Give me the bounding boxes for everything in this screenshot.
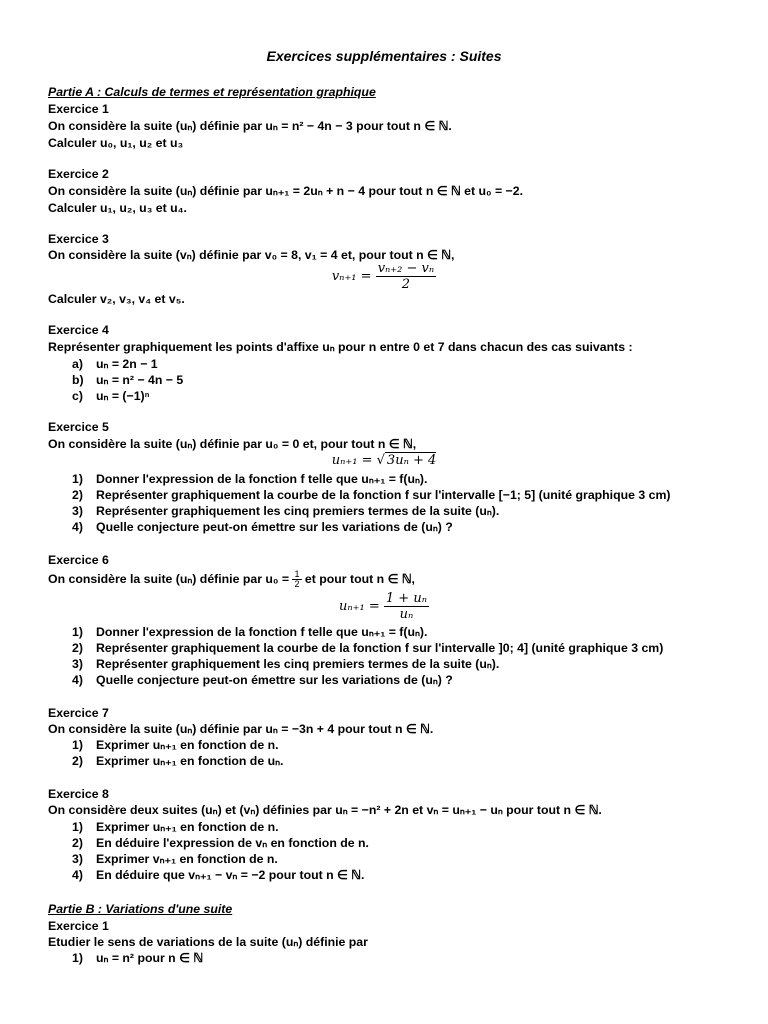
ex6-initial-fraction	[292, 570, 301, 589]
ex3-recurrence-formula	[0, 261, 768, 292]
ex6-formula-lhs: uₙ₊₁ =	[339, 599, 380, 614]
list-marker: 4)	[72, 673, 83, 687]
list-item-text: Quelle conjecture peut-on émettre sur les variations de (uₙ) ?	[96, 673, 453, 687]
list-item-text: Représenter graphiquement la courbe de la fonction f sur l'intervalle ]0; 4] (unité graphique 3 cm)	[96, 641, 664, 655]
ex5-heading: Exercice 5	[48, 420, 109, 434]
list-marker: 1)	[72, 820, 83, 834]
list-item-text: uₙ = n² pour n ∈ ℕ	[96, 951, 204, 965]
ex3-heading: Exercice 3	[48, 232, 109, 246]
list-marker: c)	[72, 389, 83, 403]
ex1-statement: On considère la suite (uₙ) définie par uₙ = n² − 4n − 3 pour tout n ∈ ℕ.	[48, 119, 452, 133]
list-marker: 4)	[72, 520, 83, 534]
list-item-text: Exprimer uₙ₊₁ en fonction de n.	[96, 738, 279, 752]
list-item-text: En déduire que vₙ₊₁ − vₙ = −2 pour tout n ∈ ℕ.	[96, 868, 365, 882]
b1-statement: Etudier le sens de variations de la suite (uₙ) définie par	[48, 935, 368, 949]
list-item-text: Quelle conjecture peut-on émettre sur les variations de (uₙ) ?	[96, 520, 453, 534]
list-marker: 3)	[72, 657, 83, 671]
ex6-fraction	[384, 591, 429, 622]
list-marker: 1)	[72, 738, 83, 752]
list-item-text: Exprimer uₙ₊₁ en fonction de uₙ.	[96, 754, 284, 768]
ex1-heading: Exercice 1	[48, 102, 109, 116]
list-marker: 1)	[72, 951, 83, 965]
list-marker: 4)	[72, 868, 83, 882]
list-marker: 1)	[72, 625, 83, 639]
ex2-heading: Exercice 2	[48, 167, 109, 181]
list-marker: 2)	[72, 641, 83, 655]
ex2-statement: On considère la suite (uₙ) définie par uₙ₊₁ = 2uₙ + n − 4 pour tout n ∈ ℕ et u₀ = −2.	[48, 184, 523, 198]
ex7-statement: On considère la suite (uₙ) définie par uₙ = −3n + 4 pour tout n ∈ ℕ.	[48, 722, 434, 736]
sqrt-symbol: √	[376, 453, 385, 468]
ex5-radicand: 3uₙ + 4	[386, 453, 437, 468]
list-marker: 2)	[72, 836, 83, 850]
list-item-text: uₙ = n² − 4n − 5	[96, 373, 184, 387]
list-item-text: En déduire l'expression de vₙ en fonction de n.	[96, 836, 369, 850]
list-item-text: Représenter graphiquement les cinq premiers termes de la suite (uₙ).	[96, 504, 500, 518]
ex5-recurrence-formula	[0, 453, 768, 468]
ex7-heading: Exercice 7	[48, 706, 109, 720]
ex6-initial-denominator: 2	[294, 579, 300, 589]
ex3-statement: On considère la suite (vₙ) définie par v₀ = 8, v₁ = 4 et, pour tout n ∈ ℕ,	[48, 248, 455, 262]
document-title: Exercices supplémentaires : Suites	[266, 48, 502, 64]
ex6-denominator: uₙ	[399, 607, 414, 622]
ex1-question: Calculer u₀, u₁, u₂ et u₃	[48, 136, 184, 150]
list-marker: b)	[72, 373, 84, 387]
ex8-heading: Exercice 8	[48, 787, 109, 801]
list-marker: 1)	[72, 472, 83, 486]
ex2-question: Calculer u₁, u₂, u₃ et u₄.	[48, 201, 187, 215]
list-item-text: Exprimer vₙ₊₁ en fonction de n.	[96, 852, 278, 866]
ex5-statement: On considère la suite (uₙ) définie par u₀ = 0 et, pour tout n ∈ ℕ,	[48, 437, 417, 451]
list-marker: a)	[72, 357, 83, 371]
ex4-statement: Représenter graphiquement les points d'affixe uₙ pour n entre 0 et 7 dans chacun des cas suivants :	[48, 340, 633, 354]
list-marker: 3)	[72, 852, 83, 866]
ex6-statement-end: et pour tout n ∈ ℕ,	[304, 571, 415, 586]
list-item-text: Exprimer uₙ₊₁ en fonction de n.	[96, 820, 279, 834]
ex3-formula-lhs: vₙ₊₁ =	[331, 269, 372, 284]
list-item-text: uₙ = 2n − 1	[96, 357, 158, 371]
ex3-fraction	[376, 261, 436, 292]
list-item-text: Représenter graphiquement les cinq premiers termes de la suite (uₙ).	[96, 657, 500, 671]
list-marker: 2)	[72, 754, 83, 768]
list-item-text: Donner l'expression de la fonction f telle que uₙ₊₁ = f(uₙ).	[96, 625, 428, 639]
list-item-text: Donner l'expression de la fonction f telle que uₙ₊₁ = f(uₙ).	[96, 472, 428, 486]
ex6-initial-numerator: 1	[294, 569, 300, 579]
list-marker: 3)	[72, 504, 83, 518]
list-item-text: Représenter graphiquement la courbe de la fonction f sur l'intervalle [−1; 5] (unité graphique 3 cm)	[96, 488, 671, 502]
part-b-heading: Partie B : Variations d'une suite	[48, 902, 233, 916]
ex4-heading: Exercice 4	[48, 323, 109, 337]
ex6-heading: Exercice 6	[48, 553, 109, 567]
list-marker: 2)	[72, 488, 83, 502]
ex8-statement: On considère deux suites (uₙ) et (vₙ) définies par uₙ = −n² + 2n et vₙ = uₙ₊₁ − uₙ pour tout n ∈ ℕ.	[48, 803, 602, 817]
ex5-formula-lhs: uₙ₊₁ =	[331, 453, 373, 468]
ex3-question: Calculer v₂, v₃, v₄ et v₅.	[48, 292, 185, 306]
list-item-text: uₙ = (−1)ⁿ	[96, 389, 150, 403]
ex6-recurrence-formula	[0, 591, 768, 622]
ex3-numerator: vₙ₊₂ − vₙ	[377, 261, 435, 276]
b1-heading: Exercice 1	[48, 919, 109, 933]
ex6-statement-start: On considère la suite (uₙ) définie par u₀ =	[48, 571, 290, 586]
ex3-denominator: 2	[401, 277, 411, 292]
ex6-statement	[48, 570, 415, 589]
part-a-heading: Partie A : Calculs de termes et représentation graphique	[48, 85, 376, 99]
ex6-numerator: 1 + uₙ	[385, 591, 427, 606]
